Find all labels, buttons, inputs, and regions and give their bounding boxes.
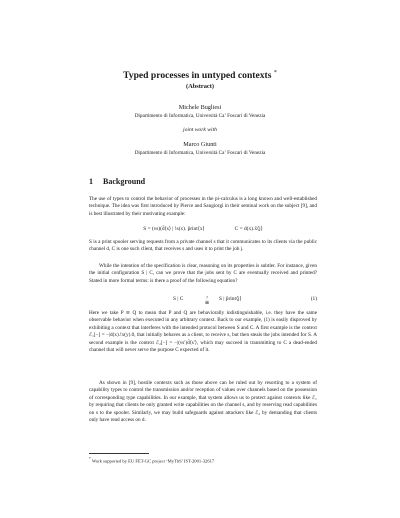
equation-1-relation <box>199 296 215 306</box>
section-heading <box>89 177 145 186</box>
footnote-rule <box>89 453 149 454</box>
section-number: 1 <box>89 177 93 186</box>
paragraph-spooler-description: S is a print spooler serving requests from a private channel s that it communicates to its clients via the public channel d, C is one such client, that receives s and uses it to print the job j. <box>89 239 317 253</box>
equation-spooler-client <box>89 226 317 232</box>
joint-work-note: joint work with <box>183 127 217 133</box>
author-affiliation-1: Dipartimento di Informatica, Università Ca’ Foscari di Venezia <box>134 113 266 119</box>
footnote-mark: * <box>89 457 91 461</box>
equation-1-lhs: S | C <box>173 296 184 302</box>
paragraph-intro: The use of types to control the behavior of processes in the pi-calculus is a long known and well-established technique. The idea was first introduced by Pierce and Sangiorgi in their seminal work on the subject [9], and is best illustrated by their motivating example: <box>89 196 317 217</box>
equation-spooler: S = (νs)(d̄⟨s⟩ | !s(x). p̄rint⟨x⟩ <box>143 226 205 232</box>
section-title: Background <box>103 177 146 186</box>
footnote-text: Work supported by EU FET-GC project ‘MyThS’ IST-2001-32617 <box>91 458 215 464</box>
abstract-label: (Abstract) <box>185 83 215 90</box>
title-footnote-mark: * <box>273 70 277 76</box>
footnote <box>89 457 214 464</box>
paragraph-question: While the intention of the specification is clear, reasoning on its properties is subtler. For instance, given the initial configuration S | C, can we prove that the jobs sent by C are eventually received and printed? Stated in more formal terms: is there a proof of the following equation? <box>89 263 317 284</box>
equation-1-congruence: ≅ <box>204 300 210 306</box>
paper-title: Typed processes in untyped contexts * <box>123 70 277 82</box>
equation-client: C = d(x).x̄⟨j⟩ <box>234 226 263 232</box>
author-name-2: Marco Giunti <box>183 141 217 148</box>
author-affiliation-2: Dipartimento di Informatica, Università Ca’ Foscari di Venezia <box>134 150 266 156</box>
paragraph-contexts: Here we take P ≅ Q to mean that P and Q are behaviorally indistinguishable, i.e. they have the same observable behavior when executed in any arbitrary context. Back to our example, (1) is easily disproved by exhibiting a context that interferes with the intended protocol between S and C. A first example is the context ℰ₁[−] = −|d(x).!x(y).0, that initially behaves as a client, to receive s, but then steals the jobs intended for S. A second example is the context ℰ₂[−] = −|(νs′)d̄⟨s′⟩, which may succeed in transmitting to C a dead-ended channel that will never serve the purpose C expected of it. <box>89 310 317 354</box>
equation-1-number: (1) <box>310 296 317 302</box>
equation-1-question-mark: ? <box>206 295 208 300</box>
author-name-1: Michele Bugliesi <box>178 104 222 111</box>
paragraph-capability-types: As shown in [9], hostile contexts such as those above can be ruled out by resorting to a system of capability types to control the transmission and/or reception of values over channels based on the possession of corresponding type capabilities. In our example, that system allows us to protect against contexts like ℰ₁ by requiring that clients be only granted write capabilities on the channel s, and by reserving read capabilities on s to the spooler. Similarly, we may build safeguards against attackers like ℰ₂ by demanding that clients only have read access on d. <box>89 380 317 424</box>
equation-1-rhs: S | p̄rint⟨j⟩ <box>219 296 242 302</box>
